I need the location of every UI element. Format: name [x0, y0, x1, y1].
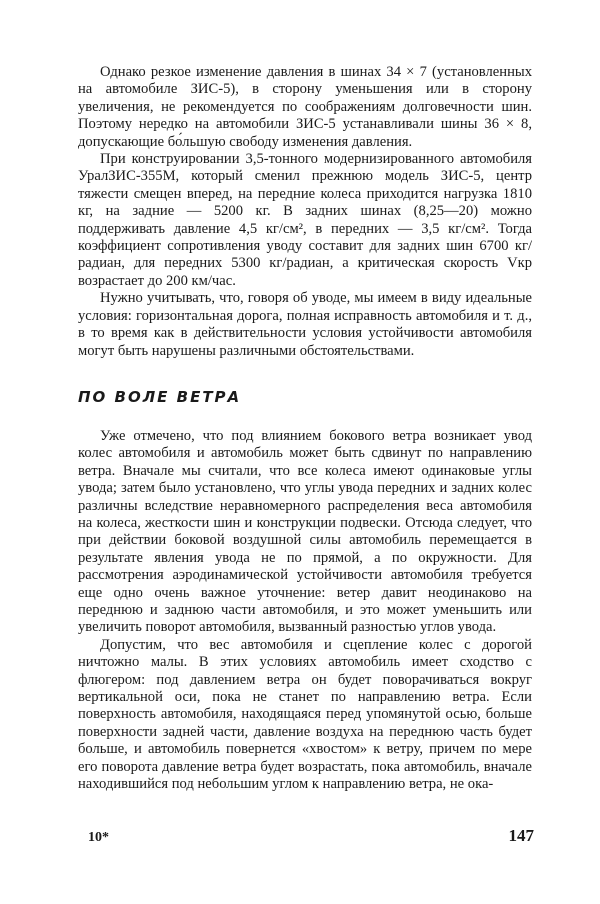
page-footer — [88, 826, 534, 846]
paragraph: Уже отмечено, что под влиянием бокового ветра возникает увод колес автомобиля и автомобиль может быть сдвинут по направлению ветра. Вначале мы считали, что все колеса имеют одинаковые углы увода; затем было установлено, что углы увода передних и задних колес различны вследствие неравномерного распределения веса автомобиля на колеса, жесткости шин и конструкции подвески. Отсюда следует, что при действии боковой воздушной силы автомобиль перемещается в результате явления увода не по прямой, а по окружности. Для рассмотрения аэродинамической устойчивости автомобиля требуется еще одно очень важное уточнение: ветер давит неодинаково на переднюю и заднюю части автомобиля, и это может уменьшить или увеличить поворот автомобиля, вызванный разностью углов увода. — [78, 427, 532, 636]
paragraph: Нужно учитывать, что, говоря об уводе, мы имеем в виду идеальные условия: горизонтальная дорога, полная исправность автомобиля и т. д., в то время как в действительности условия устойчивости автомобиля могут быть нарушены различными обстоятельствами. — [78, 290, 532, 359]
signature-mark: 10* — [88, 830, 109, 845]
page-number: 147 — [508, 826, 534, 845]
paragraph: Однако резкое изменение давления в шинах 34 × 7 (установленных на автомобиле ЗИС-5), в сторону уменьшения или в сторону увеличения, не рекомендуется по соображениям долговечности шин. Поэтому нередко на автомобили ЗИС-5 устанавливали шины 36 × 8, допускающие бо́льшую свободу изменения давления. — [78, 64, 532, 150]
page-body — [78, 64, 532, 793]
section-heading: ПО ВОЛЕ ВЕТРА — [78, 387, 242, 406]
paragraph: При конструировании 3,5-тонного модернизированного автомобиля УралЗИС-355М, который сменил прежнюю модель ЗИС-5, центр тяжести смещен вперед, на передние колеса приходится нагрузка 1810 кг, на задние — 5200 кг. В задних шинах (8,25—20) можно поддерживать давление 4,5 кг/см², в передних — 3,5 кг/см². Тогда коэффициент сопротивления уводу составит для задних шин 6700 кг/радиан, для передних 5300 кг/радиан, а критическая скорость Vкр возрастает до 200 км/час. — [78, 151, 532, 289]
paragraph: Допустим, что вес автомобиля и сцепление колес с дорогой ничтожно малы. В этих условиях автомобиль имеет сходство с флюгером: под давлением ветра он будет поворачиваться вокруг вертикальной оси, пока не станет по направлению ветра. Если поверхность автомобиля, находящаяся перед упомянутой осью, больше поверхности задней части, давление воздуха на переднюю часть будет больше, и автомобиль повернется «хвостом» к ветру, причем по мере его поворота давление ветра будет возрастать, пока автомобиль, вначале находившийся под небольшим углом к направлению ветра, не ока- — [78, 636, 532, 793]
